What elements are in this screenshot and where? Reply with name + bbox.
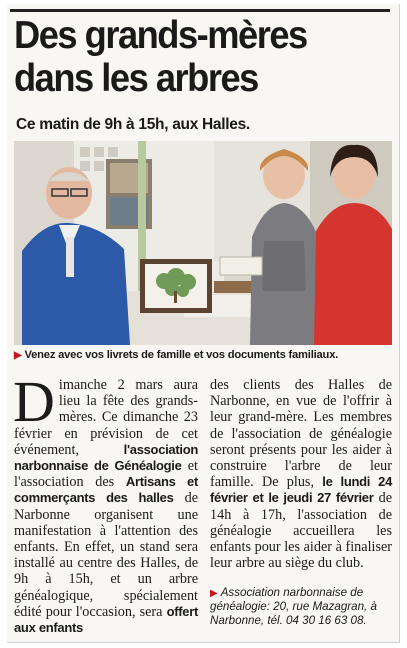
subheadline: Ce matin de 9h à 15h, aux Halles. <box>16 116 250 133</box>
headline <box>14 14 367 100</box>
body-text-2: et l'association des <box>14 458 198 491</box>
red-triangle-icon: ▶ <box>210 588 218 599</box>
headline-line-2: dans les arbres <box>14 57 258 100</box>
article-column-2 <box>210 377 392 571</box>
caption-text: Venez avec vos livrets de famille et vos documents familiaux. <box>24 349 339 361</box>
contact-note-text: Association narbonnaise de généalogie: 20, rue Mazagran, à Narbonne, tél. 04 30 16 63 08. <box>210 586 377 627</box>
drop-cap: D <box>13 369 55 434</box>
top-rule <box>10 9 390 12</box>
article-column-1 <box>13 369 198 636</box>
body-text-1: imanche 2 mars aura lieu la fête des grands-mères. Ce dimanche 23 février en prévision de cet événement, <box>14 377 198 458</box>
red-triangle-icon: ▶ <box>14 350 22 361</box>
contact-note <box>210 586 394 627</box>
body-text-3: de Narbonne organisent une manifestation à l'attention des enfants. En effet, un stand sera installé au centre des Halles, de 9h à 15h, et un arbre généalogique, spécialement édité pour l'occasion, sera <box>14 490 198 620</box>
body-text-5: de 14h à 17h, l'association de généalogie accueillera les enfants pour les aider à finaliser leur arbre au siège du club. <box>210 490 392 572</box>
body-bold-offert: offert aux enfants <box>14 603 198 636</box>
article-photo <box>14 141 392 345</box>
headline-line-1: Des grands-mères <box>14 14 307 57</box>
body-bold-association-genealogie: l'association narbonnaise de Généalogie <box>14 441 198 474</box>
body-bold-artisans: Artisans et commerçants des halles <box>14 474 198 506</box>
photo-caption <box>14 349 394 361</box>
body-bold-dates: le lundi 24 février et le jeudi 27 février <box>210 474 392 506</box>
body-text-4: des clients des Halles de Narbonne, en vue de l'offrir à leur grand-mère. Les membres de l'association de généalogie seront présents pour les aider à construire l'arbre de leur famille. De plus, <box>210 377 392 491</box>
